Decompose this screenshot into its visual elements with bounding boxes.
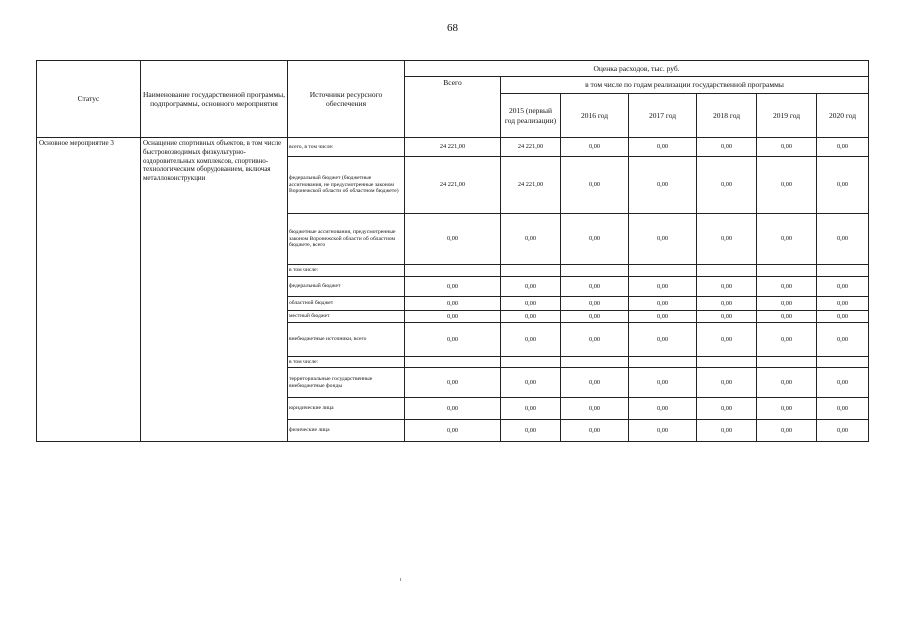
header-year-2020: 2020 год xyxy=(817,94,869,138)
row-source: всего, в том числе: xyxy=(288,138,405,157)
cell-total xyxy=(405,357,501,368)
row-source: в том числе: xyxy=(288,357,405,368)
row-source: в том числе: xyxy=(288,265,405,277)
header-year-2016: 2016 год xyxy=(561,94,629,138)
cell-2020: 0,00 xyxy=(817,398,869,420)
cell-2016: 0,00 xyxy=(561,297,629,311)
cell-2015 xyxy=(501,357,561,368)
header-sources: Источники ресурсного обеспечения xyxy=(288,61,405,138)
cell-2018: 0,00 xyxy=(697,420,757,442)
cell-2019: 0,00 xyxy=(757,138,817,157)
cell-2016: 0,00 xyxy=(561,323,629,357)
cell-2020: 0,00 xyxy=(817,214,869,265)
cell-total xyxy=(405,265,501,277)
table-row xyxy=(37,138,869,157)
row-source: местный бюджет xyxy=(288,311,405,323)
cell-2019 xyxy=(757,357,817,368)
cell-2020: 0,00 xyxy=(817,311,869,323)
cell-2017: 0,00 xyxy=(629,420,697,442)
header-year-2015: 2015 (первый год реализации) xyxy=(501,94,561,138)
header-year-2019: 2019 год xyxy=(757,94,817,138)
cell-2017: 0,00 xyxy=(629,138,697,157)
row-source: внебюджетные источники, всего xyxy=(288,323,405,357)
cell-total: 0,00 xyxy=(405,398,501,420)
cell-total: 0,00 xyxy=(405,420,501,442)
cell-2017: 0,00 xyxy=(629,297,697,311)
cell-2016: 0,00 xyxy=(561,420,629,442)
cell-2015: 0,00 xyxy=(501,323,561,357)
cell-2019 xyxy=(757,265,817,277)
header-year-2018: 2018 год xyxy=(697,94,757,138)
cell-2015: 24 221,00 xyxy=(501,138,561,157)
cell-2020: 0,00 xyxy=(817,277,869,297)
row-source: физические лица xyxy=(288,420,405,442)
cell-2015: 0,00 xyxy=(501,420,561,442)
budget-table xyxy=(36,60,869,442)
cell-2020 xyxy=(817,265,869,277)
cell-2020: 0,00 xyxy=(817,297,869,311)
cell-2019: 0,00 xyxy=(757,398,817,420)
cell-2018 xyxy=(697,265,757,277)
cell-2015: 24 221,00 xyxy=(501,157,561,214)
header-cost-estimate: Оценка расходов, тыс. руб. xyxy=(405,61,869,77)
row-source: территориальные государственные внебюджетные фонды xyxy=(288,368,405,398)
cell-2016: 0,00 xyxy=(561,311,629,323)
cell-2019: 0,00 xyxy=(757,311,817,323)
cell-2017: 0,00 xyxy=(629,398,697,420)
header-total: Всего xyxy=(405,77,501,138)
cell-2016: 0,00 xyxy=(561,398,629,420)
cell-2017: 0,00 xyxy=(629,311,697,323)
cell-2020 xyxy=(817,357,869,368)
cell-total: 0,00 xyxy=(405,214,501,265)
cell-total: 0,00 xyxy=(405,297,501,311)
cell-total: 0,00 xyxy=(405,368,501,398)
cell-2019: 0,00 xyxy=(757,297,817,311)
header-status: Статус xyxy=(37,61,141,138)
cell-2018: 0,00 xyxy=(697,311,757,323)
row-source: бюджетные ассигнования, предусмотренные законом Воронежской области об областном бюджете, всего xyxy=(288,214,405,265)
cell-2017: 0,00 xyxy=(629,323,697,357)
cell-2015: 0,00 xyxy=(501,277,561,297)
cell-2015: 0,00 xyxy=(501,311,561,323)
cell-2018: 0,00 xyxy=(697,323,757,357)
cell-2015: 0,00 xyxy=(501,214,561,265)
row-source: юридические лица xyxy=(288,398,405,420)
record-name: Оснащение спортивных объектов, в том числе быстровозводимых физкультурно-оздоровительных комплексов, спортивно-технологическим оборудованием, включая металлоконструкции xyxy=(141,138,288,442)
cell-2020: 0,00 xyxy=(817,138,869,157)
cell-2016 xyxy=(561,265,629,277)
cell-2018: 0,00 xyxy=(697,398,757,420)
row-source: федеральный бюджет xyxy=(288,277,405,297)
cell-2015: 0,00 xyxy=(501,398,561,420)
cell-total: 24 221,00 xyxy=(405,157,501,214)
cell-2016: 0,00 xyxy=(561,214,629,265)
cell-2019: 0,00 xyxy=(757,420,817,442)
cell-2017 xyxy=(629,357,697,368)
cell-2016 xyxy=(561,357,629,368)
cell-2019: 0,00 xyxy=(757,368,817,398)
cell-2016: 0,00 xyxy=(561,277,629,297)
record-status: Основное мероприятие 3 xyxy=(37,138,141,442)
page-number: 68 xyxy=(447,22,458,34)
cell-total: 0,00 xyxy=(405,323,501,357)
cell-2016: 0,00 xyxy=(561,157,629,214)
cell-2017: 0,00 xyxy=(629,277,697,297)
cell-2017: 0,00 xyxy=(629,214,697,265)
cell-2019: 0,00 xyxy=(757,214,817,265)
cell-2015 xyxy=(501,265,561,277)
cell-2018: 0,00 xyxy=(697,157,757,214)
cell-total: 0,00 xyxy=(405,277,501,297)
cell-2017: 0,00 xyxy=(629,157,697,214)
cell-2018: 0,00 xyxy=(697,214,757,265)
cell-2020: 0,00 xyxy=(817,368,869,398)
scan-artifact xyxy=(400,578,401,581)
cell-2015: 0,00 xyxy=(501,368,561,398)
header-year-2017: 2017 год xyxy=(629,94,697,138)
cell-2017 xyxy=(629,265,697,277)
cell-2016: 0,00 xyxy=(561,138,629,157)
cell-2018: 0,00 xyxy=(697,297,757,311)
cell-2020: 0,00 xyxy=(817,323,869,357)
header-program-name: Наименование государственной программы, подпрограммы, основного мероприятия xyxy=(141,61,288,138)
row-source: федеральный бюджет (бюджетные ассигнования, не предусмотренные законом Воронежской области об областном бюджете) xyxy=(288,157,405,214)
cell-total: 0,00 xyxy=(405,311,501,323)
cell-2019: 0,00 xyxy=(757,277,817,297)
header-by-years: в том числе по годам реализации государственной программы xyxy=(501,77,869,94)
cell-total: 24 221,00 xyxy=(405,138,501,157)
row-source: областной бюджет xyxy=(288,297,405,311)
cell-2018: 0,00 xyxy=(697,138,757,157)
cell-2017: 0,00 xyxy=(629,368,697,398)
cell-2019: 0,00 xyxy=(757,157,817,214)
cell-2019: 0,00 xyxy=(757,323,817,357)
cell-2016: 0,00 xyxy=(561,368,629,398)
cell-2018: 0,00 xyxy=(697,277,757,297)
cell-2018: 0,00 xyxy=(697,368,757,398)
cell-2015: 0,00 xyxy=(501,297,561,311)
cell-2020: 0,00 xyxy=(817,420,869,442)
cell-2020: 0,00 xyxy=(817,157,869,214)
cell-2018 xyxy=(697,357,757,368)
